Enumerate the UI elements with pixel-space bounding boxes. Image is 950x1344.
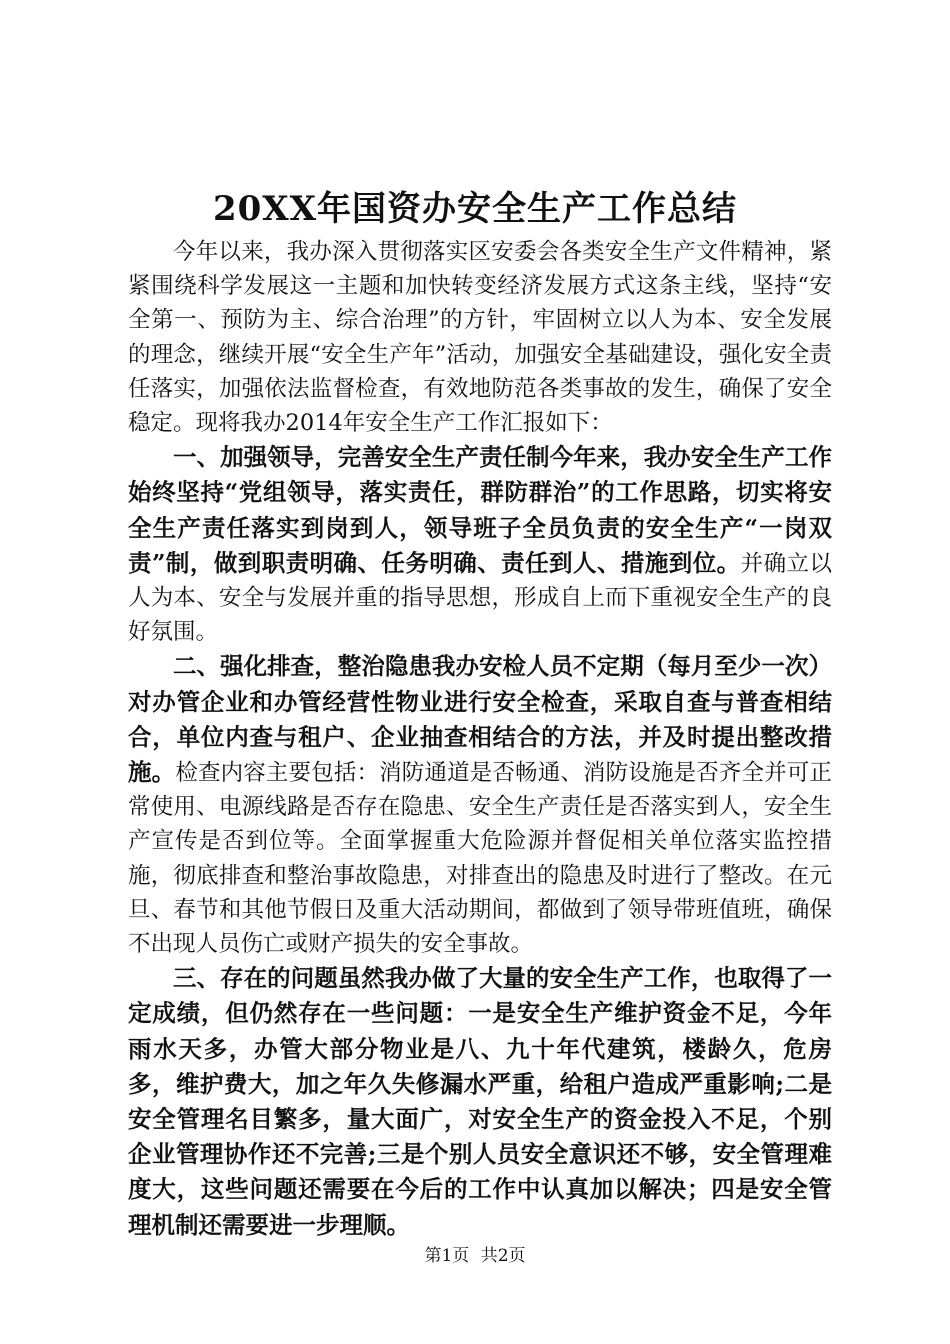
paragraph-text: 今年以来，我办深入贯彻落实区安委会各类安全生产文件精神，紧紧围绕科学发展这一主题和加快转变经济发展方式这条主线，坚持“安全第一、预防为主、综合治理”的方针，牢固树立以人为本、安全发展的理念，继续开展“安全生产年”活动，加强安全基础建设，强化安全责任落实，加强依法监督检查，有效地防范各类事故的发生，确保了安全稳定。现将我办2014年安全生产工作汇报如下： [128,239,832,437]
page-footer [0,1244,950,1268]
paragraph-lead: 一、加强领导，完善安全生产责任制今年来，我办安全生产工作始终坚持“党组领导，落实责任，群防群治”的工作思路，切实将安全生产责任落实到岗到人，领导班子全员负责的安全生产“一岗双责”制，做到职责明确、任务明确、责任到人、措施到位。 [128,443,832,577]
paragraph-text: 并确立以人为本、安全与发展并重的指导思想，形成自上而下重视安全生产的良好氛围。 [128,550,832,646]
page-number-current: 第1页 [424,1246,470,1266]
paragraph-text: 检查内容主要包括：消防通道是否畅通、消防设施是否齐全并可正常使用、电源线路是否存在隐患、安全生产责任是否落实到人，安全生产宣传是否到位等。全面掌握重大危险源并督促相关单位落实监控措施，彻底排查和整治事故隐患，对排查出的隐患及时进行了整改。在元旦、春节和其他节假日及重大活动期间，都做到了领导带班值班，确保不出现人员伤亡或财产损失的安全事故。 [128,760,832,958]
paragraph-lead: 二、强化排查，整治隐患我办安检人员不定期（每月至少一次）对办管企业和办管经营性物业进行安全检查，采取自查与普查相结合，单位内查与租户、企业抽查相结合的方法，并及时提出整改措施。 [128,652,832,787]
page-number-total: 共2页 [480,1246,526,1266]
document-body [128,234,832,1243]
paragraph-section-3 [128,961,832,1243]
document-title: 20XX年国资办安全生产工作总结 [212,189,738,229]
paragraph-section-1 [128,440,832,649]
paragraph-lead: 三、存在的问题虽然我办做了大量的安全生产工作，也取得了一定成绩，但仍然存在一些问题：一是安全生产维护资金不足，今年雨水天多，办管大部分物业是八、九十年代建筑，楼龄久，危房多，维护费大，加之年久失修漏水严重，给租户造成严重影响;二是安全管理名目繁多，量大面广，对安全生产的资金投入不足，个别企业管理协作还不完善;三是个别人员安全意识还不够，安全管理难度大，这些问题还需要在今后的工作中认真加以解决；四是安全管理机制还需要进一步理顺。 [128,964,832,1239]
paragraph-section-2 [128,649,832,961]
paragraph-intro [128,234,832,440]
